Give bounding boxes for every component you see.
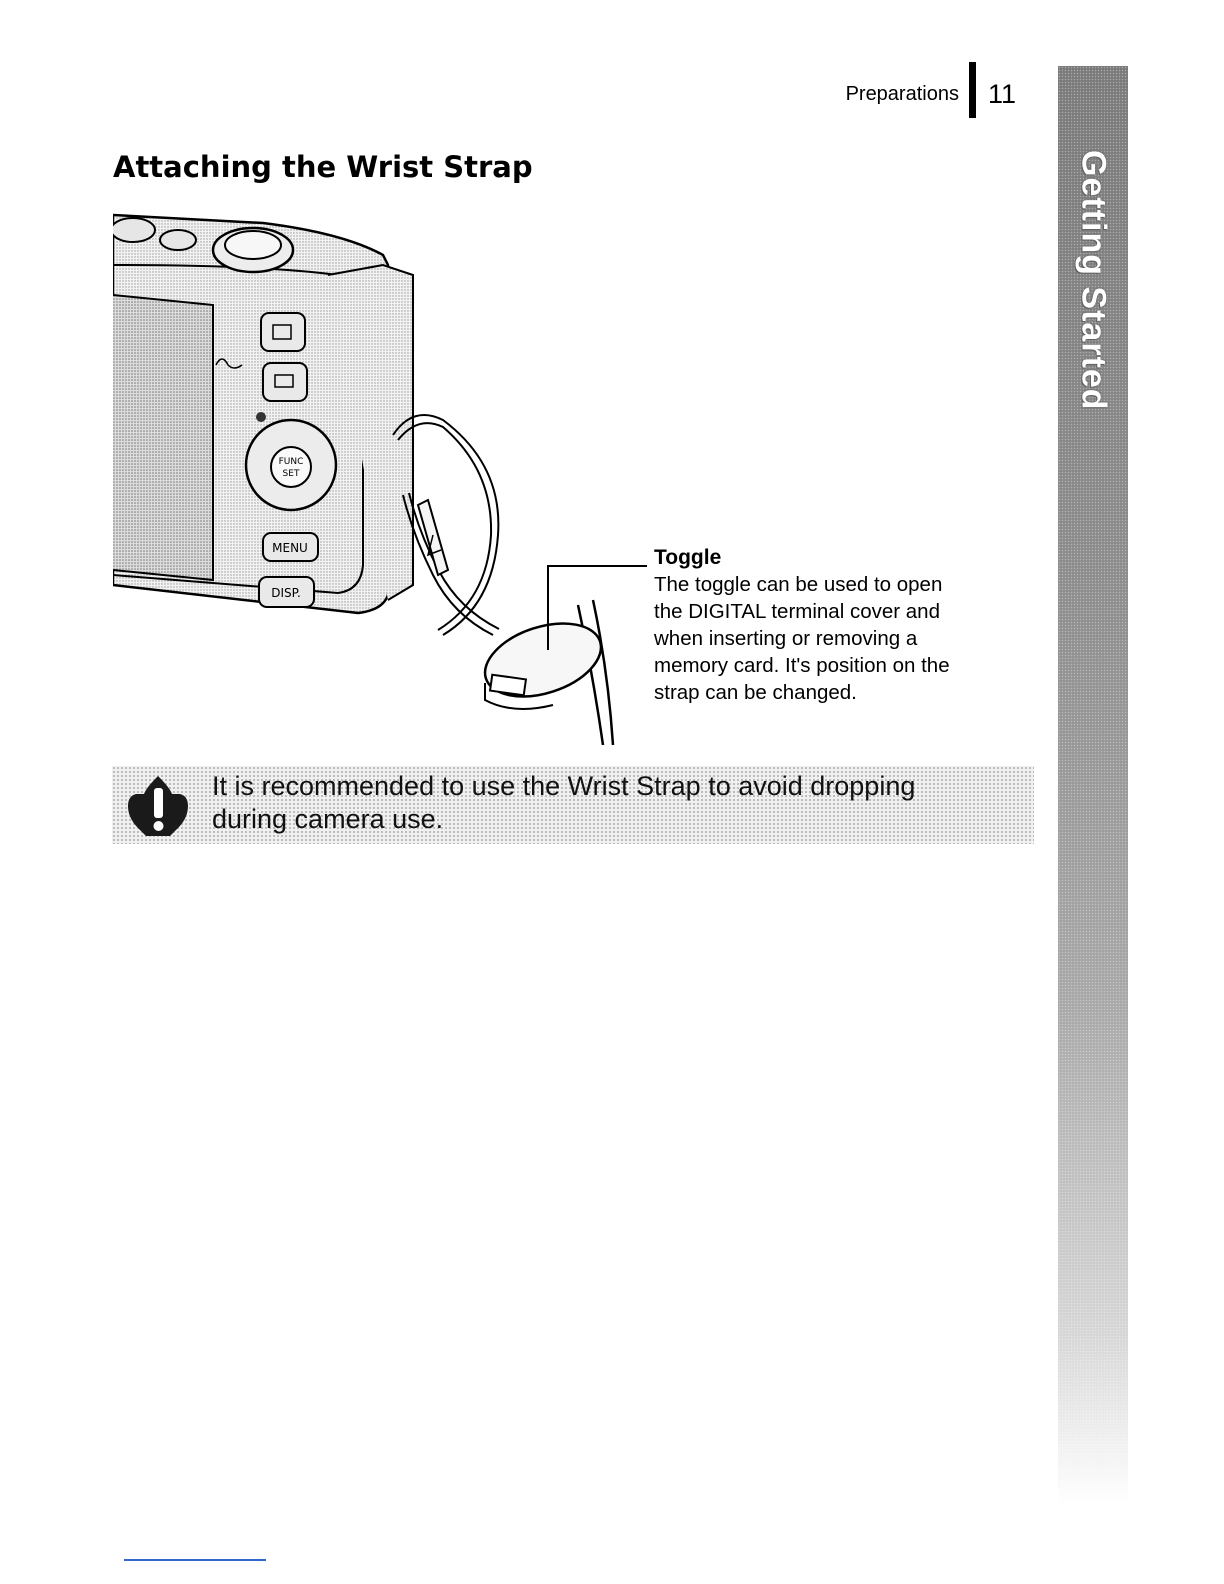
chapter-tab-label: Getting Started (1074, 150, 1113, 411)
callout-line: strap can be changed. (654, 681, 857, 704)
page-number: 11 (987, 78, 1016, 109)
page-title: Attaching the Wrist Strap (113, 150, 533, 184)
caution-box (112, 766, 1034, 844)
func-set-button (271, 447, 311, 487)
page-header (846, 62, 1016, 118)
svg-text:DISP.: DISP. (271, 586, 301, 600)
caution-icon (126, 774, 190, 838)
play-button (261, 313, 305, 351)
caution-line: during camera use. (212, 804, 444, 834)
caution-line: It is recommended to use the Wrist Strap to avoid dropping (212, 771, 916, 801)
wrist-strap (393, 415, 613, 745)
indicator-lamp (256, 412, 266, 422)
section-name: Preparations (845, 82, 959, 105)
callout-line: the DIGITAL terminal cover and (654, 600, 940, 623)
svg-text:MENU: MENU (272, 541, 308, 555)
chapter-tab (1058, 66, 1128, 1506)
callout-line: memory card. It's position on the (654, 654, 950, 677)
callout-line: when inserting or removing a (654, 627, 918, 650)
footer-link-underline (124, 1559, 266, 1561)
shooting-mode-button (263, 363, 307, 401)
toggle-callout (654, 544, 1014, 706)
strap-toggle (476, 610, 611, 710)
caution-text (212, 770, 1012, 836)
camera-strap-illustration (113, 205, 633, 750)
header-rule (969, 62, 976, 118)
svg-text:SET: SET (282, 469, 300, 479)
callout-title: Toggle (654, 546, 722, 569)
callout-line: The toggle can be used to open (654, 573, 943, 596)
svg-text:FUNC: FUNC (278, 457, 304, 467)
